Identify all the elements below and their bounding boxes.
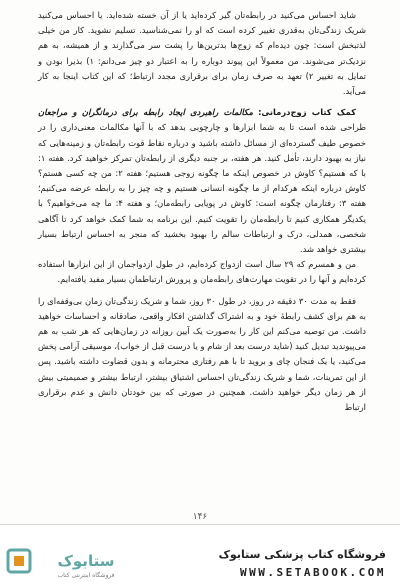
exercise-label: کمک کتاب زوج‌درمانی: (258, 107, 356, 118)
exercise-body: طراحی شده است تا به شما ابزارها و چارچوبی بدهد که با آنها مکالمات معنی‌داری را در خصوص طیف گسترده‌ای از مسائل داشته باشید و درباره نقاط قوت رابطه‌تان و زمینه‌هایی که نیاز به بهبود دارند، تأمل کنید. هر هفته، بر جنبه دیگری از رابطه‌تان تمرکز خواهید کرد. هفته ۱: با که هستیم؟ کاوش در خصوص اینکه ما چگونه زوجی هستیم؛ هفته ۲: من چه کسی هستم؟ کاوش درباره اینکه هرکدام از ما چگونه انسانی هستیم و چه چیز را به رابطه عرضه می‌کنیم؛ هفته ۳: رفتارمان چگونه است: کاوش در پویایی رابطه‌مان؛ و هفته ۴: ما چه می‌خواهیم؟ با یکدیگر همکاری کنیم تا رابطه‌مان را تقویت کنیم. این برنامه به شما کمک خواهد کرد تا آگاهی شخصی، همدلی، درک و ارتباطات سالم را بهبود بخشید که منجر به احساس ارتباط بسیار بیشتری خواهد شد. (38, 122, 366, 255)
logo-text: ستابوک (57, 552, 115, 570)
page-number: ۱۴۶ (192, 512, 208, 522)
page-body-text (38, 8, 366, 415)
watermark-footer (0, 524, 400, 587)
setabook-logo (6, 546, 136, 580)
intro-paragraph: شاید احساس می‌کنید در رابطه‌تان گیر کرده‌اید یا از آن خسته شده‌اید. یا احساس می‌کنید شریک زندگی‌تان به‌قدری تغییر کرده است که او را نمی‌شناسید. تسلیم نشوید. کار من خیلی لذتبخش است: چون دیده‌ام که زوج‌ها بدترین‌ها را پشت سر می‌گذارند و از همیشه، به هم نزدیک‌تر می‌شوند. من معمولاً این پیوند دوباره را به اعتبار دو چیز می‌دانم: ۱) بذیرا بودن و تمایل به تغییر ۲) تعهد به صرف زمان برای برقراری مجدد ارتباط؛ که این کتاب اینجا به کار می‌آید. (38, 10, 366, 97)
logo-accent-mark (14, 556, 24, 566)
footer-divider (0, 524, 400, 525)
marriage-paragraph: من و همسرم که ۲۹ سال است ازدواج کرده‌ایم، در طول ازدواجمان از این ابزارها استفاده کرده‌ایم و آنها را در تقویت مهارت‌های رابطه‌مان و پرورش ارتباطمان بسیار مفید یافته‌ایم. (38, 259, 366, 285)
exercise-paragraph (38, 105, 366, 257)
store-url[interactable]: WWW.SETABOOK.COM (240, 566, 386, 579)
store-name: فروشگاه کتاب پزشکی ستابوک (218, 548, 386, 561)
daily-ritual-paragraph: فقط به مدت ۳۰ دقیقه در روز، در طول ۳۰ روز، شما و شریک زندگی‌تان زمان بی‌وقفه‌ای را به هم برای کشف رابطهٔ خود و به اشتراک گذاشتن افکار واقعی، صادقانه و احساسات خواهید داشت. من توصیه می‌کنم این کار را به‌صورت یک آیین روزانه در زمان‌هایی که هر شب به هم می‌پیوندید تبدیل کنید (شاید درست بعد از شام و یا درست قبل از خواب)، موسیقی آرامی پخش می‌کنید، یا یک فنجان چای و بروید تا با هم رفتاری محترمانه و بدون قضاوت داشته باشید. پس از این تمرینات، شما و شریک زندگی‌تان احساس اشتیاق بیشتر، ارتباط بیشتر و صمیمیتی بیش از هر زمان دیگر خواهید داشت. همچنین در صورتی که بین خودتان دانش و عدم برقراری ارتباط (38, 295, 366, 413)
exercise-title: مکالمات راهبردی ایجاد رابطه برای درمانگران و مراجعان (38, 107, 254, 118)
logo-subtext: فروشگاه اینترنتی کتاب (57, 572, 115, 579)
